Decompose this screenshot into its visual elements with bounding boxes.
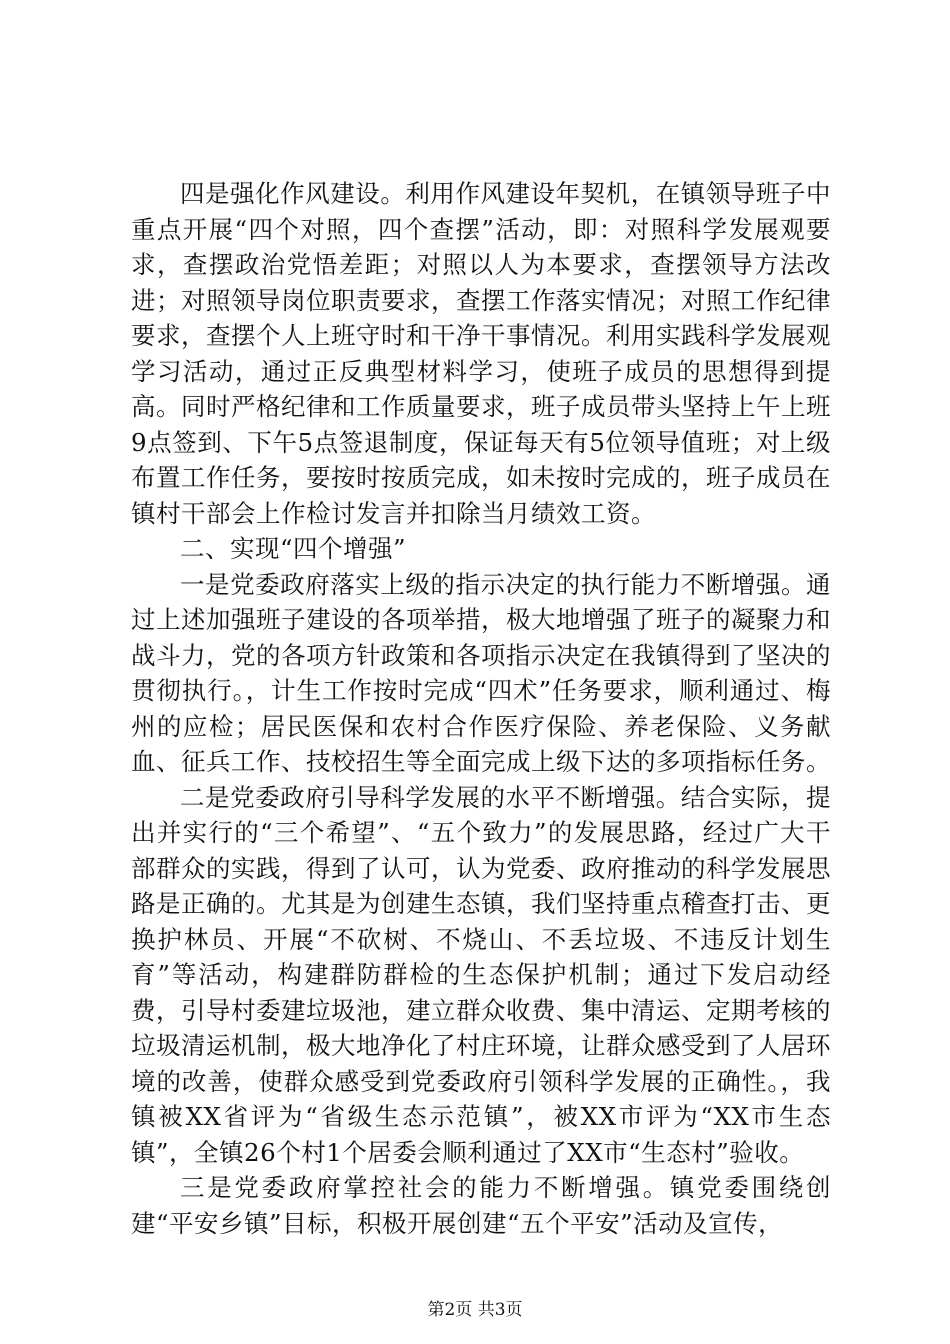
section-heading: 二、实现“四个增强” (180, 534, 407, 563)
document-body (131, 176, 831, 1241)
paragraph-social-control: 三是党委政府掌控社会的能力不断增强。镇党委围绕创建“平安乡镇”目标，积极开展创建“五个平安”活动及宣传， (131, 1173, 831, 1238)
page-footer: 第2页 共3页 (427, 1300, 523, 1320)
paragraph-scientific-development: 二是党委政府引导科学发展的水平不断增强。结合实际，提出并实行的“三个希望”、“五个致力”的发展思路，经过广大干部群众的实践，得到了认可，认为党委、政府推动的科学发展思路是正确的。尤其是为创建生态镇，我们坚持重点稽查打击、更换护林员、开展“不砍树、不烧山、不丢垃圾、不违反计划生育”等活动，构建群防群检的生态保护机制；通过下发启动经费，引导村委建垃圾池，建立群众收费、集中清运、定期考核的垃圾清运机制，极大地净化了村庄环境，让群众感受到了人居环境的改善，使群众感受到党委政府引领科学发展的正确性。，我镇被XX省评为“省级生态示范镇”，被XX市评为“XX市生态镇”，全镇26个村1个居委会顺利通过了XX市“生态村”验收。 (131, 782, 831, 1167)
paragraph-style-building: 四是强化作风建设。利用作风建设年契机，在镇领导班子中重点开展“四个对照，四个查摆”活动，即：对照科学发展观要求，查摆政治党悟差距；对照以人为本要求，查摆领导方法改进；对照领导岗位职责要求，查摆工作落实情况；对照工作纪律要求，查摆个人上班守时和干净干事情况。利用实践科学发展观学习活动，通过正反典型材料学习，使班子成员的思想得到提高。同时严格纪律和工作质量要求，班子成员带头坚持上午上班9点签到、下午5点签退制度，保证每天有5位领导值班；对上级布置工作任务，要按时按质完成，如未按时完成的，班子成员在镇村干部会上作检讨发言并扣除当月绩效工资。 (131, 179, 831, 528)
paragraph-execution-ability: 一是党委政府落实上级的指示决定的执行能力不断增强。通过上述加强班子建设的各项举措，极大地增强了班子的凝聚力和战斗力，党的各项方针政策和各项指示决定在我镇得到了坚决的贯彻执行。，计生工作按时完成“四术”任务要求，顺利通过、梅州的应检；居民医保和农村合作医疗保险、养老保险、义务献血、征兵工作、技校招生等全面完成上级下达的多项指标任务。 (131, 569, 831, 776)
